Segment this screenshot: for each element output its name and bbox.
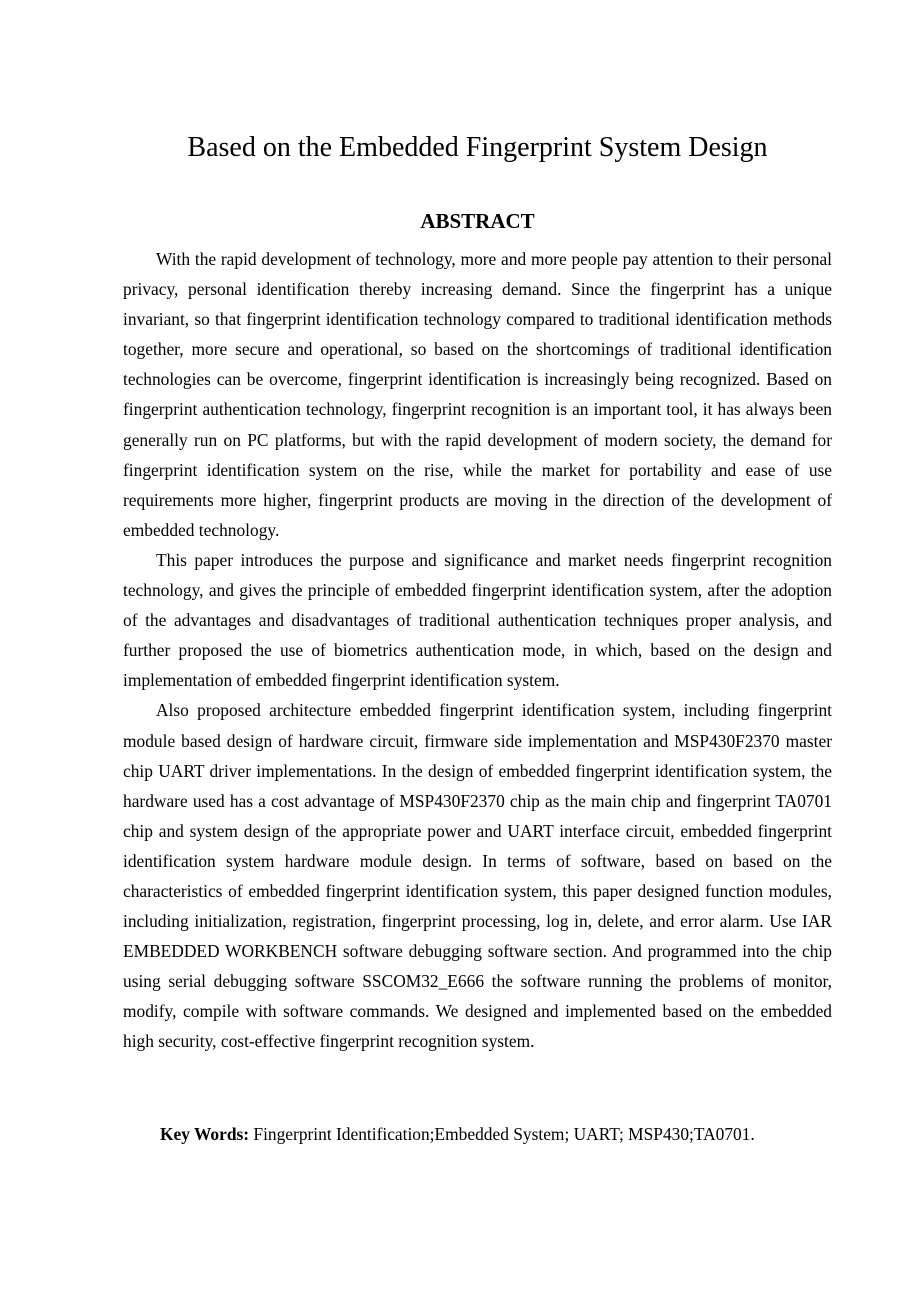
keywords-text: Fingerprint Identification;Embedded System; UART; MSP430;TA0701. (249, 1124, 755, 1144)
abstract-body (123, 244, 832, 1057)
abstract-paragraph-2: This paper introduces the purpose and significance and market needs fingerprint recognition technology, and gives the principle of embedded fingerprint identification system, after the adoption of the advantages and disadvantages of traditional authentication techniques proper analysis, and further proposed the use of biometrics authentication mode, in which, based on the design and implementation of embedded fingerprint identification system. (123, 549, 832, 691)
paper-title: Based on the Embedded Fingerprint System Design (187, 132, 768, 163)
keywords-label: Key Words: (160, 1124, 250, 1144)
abstract-paragraph-1: With the rapid development of technology, more and more people pay attention to their personal privacy, personal identification thereby increasing demand. Since the fingerprint has a unique invariant, so that fingerprint identification technology compared to traditional identification methods together, more secure and operational, so based on the shortcomings of traditional identification technologies can be overcome, fingerprint identification is increasingly being recognized. Based on fingerprint authentication technology, fingerprint recognition is an important tool, it has always been generally run on PC platforms, but with the rapid development of modern society, the demand for fingerprint identification system on the rise, while the market for portability and ease of use requirements more higher, fingerprint products are moving in the direction of the development of embedded technology. (123, 249, 832, 540)
abstract-paragraph-3: Also proposed architecture embedded fingerprint identification system, including fingerprint module based design of hardware circuit, firmware side implementation and MSP430F2370 master chip UART driver implementations. In the design of embedded fingerprint identification system, the hardware used has a cost advantage of MSP430F2370 chip as the main chip and fingerprint TA0701 chip and system design of the appropriate power and UART interface circuit, embedded fingerprint identification system hardware module design. In terms of software, based on based on the characteristics of embedded fingerprint identification system, this paper designed function modules, including initialization, registration, fingerprint processing, log in, delete, and error alarm. Use IAR EMBEDDED WORKBENCH software debugging software section. And programmed into the chip using serial debugging software SSCOM32_E666 the software running the problems of monitor, modify, compile with software commands. We designed and implemented based on the embedded high security, cost-effective fingerprint recognition system. (123, 700, 832, 1052)
abstract-heading: ABSTRACT (420, 209, 535, 233)
keywords-line (160, 1120, 860, 1148)
